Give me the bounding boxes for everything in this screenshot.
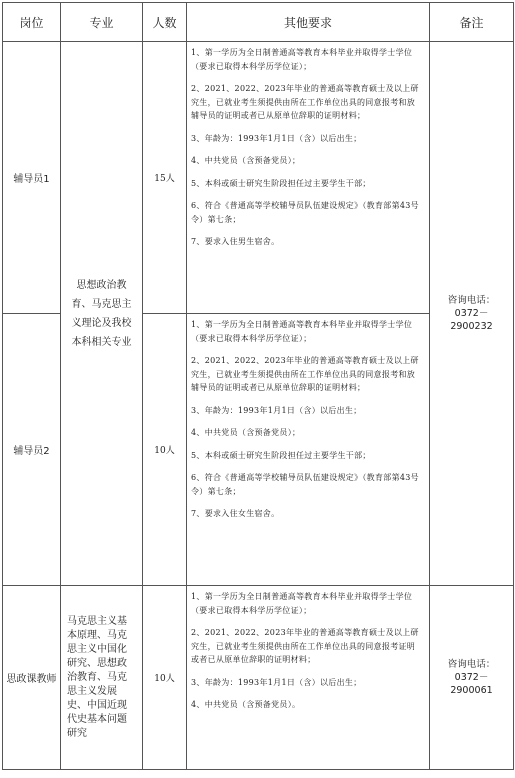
position-cell: 思政课教师	[3, 586, 61, 770]
requirement-item: 5、本科或硕士研究生阶段担任过主要学生干部；	[191, 178, 371, 188]
table-row	[3, 586, 514, 770]
major-cell-shared: 思想政治教育、马克思主义理论及我校本科相关专业	[61, 42, 143, 586]
header-position: 岗位	[3, 3, 61, 42]
requirement-item: 1、第一学历为全日制普通高等教育本科毕业并取得学士学位（要求已取得本科学历学位证）；	[191, 592, 413, 615]
requirement-item: 3、年龄为：1993年1月1日（含）以后出生；	[191, 133, 362, 143]
position-cell: 辅导员2	[3, 314, 61, 586]
header-row	[3, 3, 514, 42]
requirements-cell	[187, 314, 430, 586]
requirement-item: 6、符合《普通高等学校辅导员队伍建设规定》（教育部第43号令）第七条；	[191, 473, 419, 496]
count-cell: 10人	[143, 314, 187, 586]
header-note: 备注	[430, 3, 514, 42]
requirement-item: 6、符合《普通高等学校辅导员队伍建设规定》（教育部第43号令）第七条；	[191, 201, 419, 224]
requirement-item: 1、第一学历为全日制普通高等教育本科毕业并取得学士学位（要求已取得本科学历学位证）；	[191, 48, 413, 71]
requirement-item: 3、年龄为：1993年1月1日（含）以后出生；	[191, 405, 362, 415]
requirement-item: 1、第一学历为全日制普通高等教育本科毕业并取得学士学位（要求已取得本科学历学位证）；	[191, 320, 413, 343]
header-requirements: 其他要求	[187, 3, 430, 42]
note-cell-shared: 咨询电话：0372－2900232	[430, 42, 514, 586]
requirement-item: 7、要求入住女生宿舍。	[191, 509, 280, 518]
requirement-item: 2、2021、2022、2023年毕业的普通高等教育硕士及以上研究生，已就业考生须提供由所在工作单位出具的同意报考和放辅导员的证明或者已从原单位辞职的证明材料；	[191, 356, 419, 392]
requirement-item: 7、要求入住男生宿舍。	[191, 237, 280, 246]
count-cell: 10人	[143, 586, 187, 770]
header-count: 人数	[143, 3, 187, 42]
requirement-item: 4、中共党员（含预备党员）。	[191, 700, 301, 709]
requirement-item: 4、中共党员（含预备党员）；	[191, 428, 301, 437]
table-row	[3, 42, 514, 314]
note-cell: 咨询电话：0372－2900061	[430, 586, 514, 770]
position-cell: 辅导员1	[3, 42, 61, 314]
requirement-item: 3、年龄为：1993年1月1日（含）以后出生；	[191, 677, 362, 687]
header-major: 专业	[61, 3, 143, 42]
requirement-item: 2、2021、2022、2023年毕业的普通高等教育硕士及以上研究生，已就业考生须提供由所在工作单位出具的同意报考证明或者已从原单位辞职的证明材料；	[191, 628, 419, 664]
count-cell: 15人	[143, 42, 187, 314]
requirement-item: 4、中共党员（含预备党员）；	[191, 156, 301, 165]
requirements-cell	[187, 586, 430, 770]
requirement-item: 2、2021、2022、2023年毕业的普通高等教育硕士及以上研究生，已就业考生须提供由所在工作单位出具的同意报考和放辅导员的证明或者已从原单位辞职的证明材料；	[191, 84, 419, 120]
requirements-cell	[187, 42, 430, 314]
requirement-item: 5、本科或硕士研究生阶段担任过主要学生干部；	[191, 450, 371, 460]
recruitment-table-page	[0, 2, 515, 778]
recruitment-table	[2, 2, 514, 770]
major-cell: 马克思主义基本原理、马克思主义中国化研究、思想政治教育、马克思主义发展史、中国近现代史基本问题研究	[61, 586, 143, 770]
